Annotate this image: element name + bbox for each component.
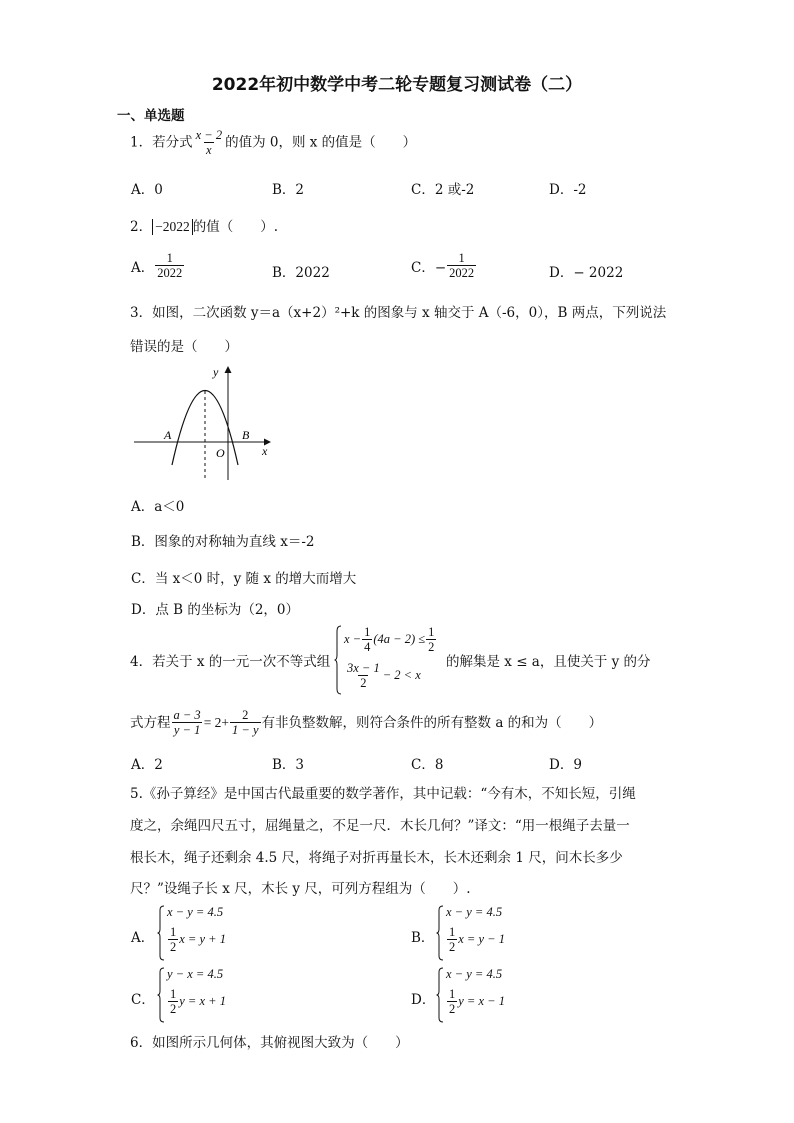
- left-brace: [436, 905, 444, 961]
- line-2-prefix: 式方程: [130, 714, 171, 731]
- fraction-denominator: 2: [449, 940, 456, 955]
- equation-line-1: x − y = 4.5: [446, 967, 503, 981]
- half-fraction: [447, 987, 457, 1017]
- inequality-system: [334, 625, 446, 695]
- left-brace: [157, 905, 165, 961]
- half-fraction: [168, 925, 178, 955]
- fraction-numerator: 1: [364, 625, 371, 639]
- fraction-numerator: 1: [428, 625, 435, 639]
- question-5-line-4: 尺？”设绳子长 x 尺，木长 y 尺，可列方程组为（ ）.: [130, 881, 471, 897]
- question-5-line-1: 5.《孙子算经》是中国古代最重要的数学著作，其中记载：“今有木，不知长短，引绳: [130, 786, 636, 802]
- expr-part: − 2 < x: [382, 667, 421, 682]
- option-label: A．: [131, 259, 155, 276]
- equation-rest: y = x − 1: [458, 993, 505, 1008]
- equation-middle: = 2+: [203, 714, 230, 730]
- page-title: 2022年初中数学中考二轮专题复习测试卷（二）: [211, 75, 583, 95]
- question-3-line-1: 3．如图，二次函数 y＝a（x+2）²+k 的图象与 x 轴交于 A（-6，0），B 两点，下列说法: [130, 305, 667, 321]
- fraction: [345, 661, 382, 691]
- left-brace: [334, 625, 342, 695]
- q5-option-c-label[interactable]: C．: [131, 992, 155, 1008]
- q1-option-b[interactable]: B．2: [272, 182, 305, 198]
- question-4-line-2: [130, 708, 602, 738]
- q4-option-a[interactable]: A．2: [131, 757, 163, 773]
- fraction: [362, 625, 372, 655]
- fraction-denominator: x: [206, 143, 212, 158]
- q4-option-d[interactable]: D．9: [549, 757, 582, 773]
- fraction: [230, 708, 260, 738]
- fraction-numerator: x − 2: [195, 128, 223, 142]
- fraction-denominator: y − 1: [173, 723, 201, 738]
- point-b-label: B: [242, 428, 250, 442]
- fraction-numerator: 1: [170, 987, 177, 1001]
- q4-option-b[interactable]: B．3: [272, 757, 305, 773]
- fraction-denominator: 2: [170, 1002, 177, 1017]
- fraction-numerator: 2: [242, 708, 249, 722]
- fraction-denominator: 1 − y: [232, 723, 259, 738]
- absolute-value: −2022: [152, 219, 193, 235]
- parabola-graph: [132, 362, 282, 484]
- question-1-fraction: [194, 128, 224, 158]
- fraction-numerator: 1: [166, 251, 173, 265]
- left-brace: [436, 967, 444, 1023]
- half-fraction: [447, 925, 457, 955]
- expr-part: (4a − 2) ≤: [373, 631, 426, 646]
- question-6: 6．如图所示几何体，其俯视图大致为（ ）: [130, 1035, 409, 1051]
- fraction-numerator: 1: [458, 251, 465, 265]
- q5-option-d-label[interactable]: D．: [411, 992, 436, 1008]
- expr-part: x −: [344, 631, 362, 646]
- half-fraction: [168, 987, 178, 1017]
- q2-option-c[interactable]: [411, 251, 477, 281]
- option-a-fraction: [155, 251, 184, 281]
- fraction-numerator: 3x − 1: [347, 661, 380, 675]
- inequality-line-1: [344, 625, 437, 655]
- question-1-suffix: 的值为 0，则 x 的值是（ ）: [225, 134, 417, 151]
- equation-rest: x = y + 1: [179, 931, 226, 946]
- q5-option-d-system[interactable]: [436, 967, 556, 1023]
- fraction-denominator: 2: [449, 1002, 456, 1017]
- fraction-numerator: 1: [449, 987, 456, 1001]
- q5-option-b-system[interactable]: [436, 905, 556, 961]
- q1-option-d[interactable]: D．-2: [549, 182, 587, 198]
- q3-option-d[interactable]: D．点 B 的坐标为（2，0）: [131, 602, 300, 618]
- equation-line-2: [167, 987, 226, 1017]
- origin-label: O: [216, 446, 225, 460]
- point-a-label: A: [164, 428, 172, 442]
- question-2: [130, 219, 278, 235]
- question-4-suffix: 的解集是 x ≤ a，且使关于 y 的分: [446, 654, 651, 670]
- q5-option-a-system[interactable]: [157, 905, 277, 961]
- fraction-denominator: 2: [428, 640, 435, 655]
- x-axis-label: x: [262, 444, 268, 458]
- equation-line-1: y − x = 4.5: [167, 967, 224, 981]
- equation-rest: y = x + 1: [179, 993, 226, 1008]
- q4-option-c[interactable]: C．8: [411, 757, 444, 773]
- inequality-line-2: [344, 661, 421, 691]
- q2-option-a[interactable]: [131, 251, 185, 281]
- option-label: C．−: [411, 259, 447, 276]
- equation-line-2: [167, 925, 226, 955]
- fraction-numerator: 1: [170, 925, 177, 939]
- fraction-numerator: a − 3: [173, 708, 201, 722]
- question-2-suffix: 的值（ ）.: [192, 219, 279, 235]
- question-1-prefix: 1．若分式: [130, 134, 193, 151]
- q5-option-b-label[interactable]: B．: [411, 930, 435, 946]
- question-3-line-2: 错误的是（ ）: [130, 339, 238, 355]
- question-2-prefix: 2．: [130, 219, 153, 235]
- y-axis-label: y: [213, 365, 219, 379]
- q1-option-c[interactable]: C．2 或-2: [411, 182, 475, 198]
- equation-line-1: x − y = 4.5: [167, 905, 224, 919]
- q3-option-a[interactable]: A．a＜0: [131, 499, 185, 515]
- question-4-prefix: 4．若关于 x 的一元一次不等式组: [130, 654, 331, 670]
- q3-option-c[interactable]: C．当 x＜0 时，y 随 x 的增大而增大: [131, 571, 357, 587]
- q5-option-a-label[interactable]: A．: [131, 930, 155, 946]
- q3-option-b[interactable]: B．图象的对称轴为直线 x＝-2: [131, 534, 315, 550]
- section-heading: 一、单选题: [117, 108, 185, 124]
- equation-line-1: x − y = 4.5: [446, 905, 503, 919]
- equation-line-2: [446, 987, 505, 1017]
- question-5-line-3: 根长木，绳子还剩余 4.5 尺，将绳子对折再量长木，长木还剩余 1 尺，问木长多少: [130, 850, 623, 866]
- fraction-numerator: 1: [449, 925, 456, 939]
- q2-option-b[interactable]: B．2022: [272, 265, 330, 281]
- fraction: [426, 625, 436, 655]
- equation-rest: x = y − 1: [458, 931, 505, 946]
- fraction-denominator: 2022: [449, 266, 475, 281]
- fraction-denominator: 4: [364, 640, 371, 655]
- option-c-fraction: [447, 251, 476, 281]
- q1-option-a[interactable]: A．0: [131, 182, 163, 198]
- equation-line-2: [446, 925, 505, 955]
- left-brace: [157, 967, 165, 1023]
- q2-option-d[interactable]: D．− 2022: [549, 265, 624, 281]
- question-1: [130, 128, 416, 158]
- question-5-line-2: 度之，余绳四尺五寸，屈绳量之，不足一尺．木长几何？”译文：“用一根绳子去量一: [130, 818, 630, 834]
- line-2-suffix: 有非负整数解，则符合条件的所有整数 a 的和为（ ）: [261, 714, 603, 731]
- q5-option-c-system[interactable]: [157, 967, 277, 1023]
- fraction-denominator: 2: [170, 940, 177, 955]
- fraction-denominator: 2: [360, 676, 367, 691]
- fraction-denominator: 2022: [157, 266, 183, 281]
- fraction: [172, 708, 203, 738]
